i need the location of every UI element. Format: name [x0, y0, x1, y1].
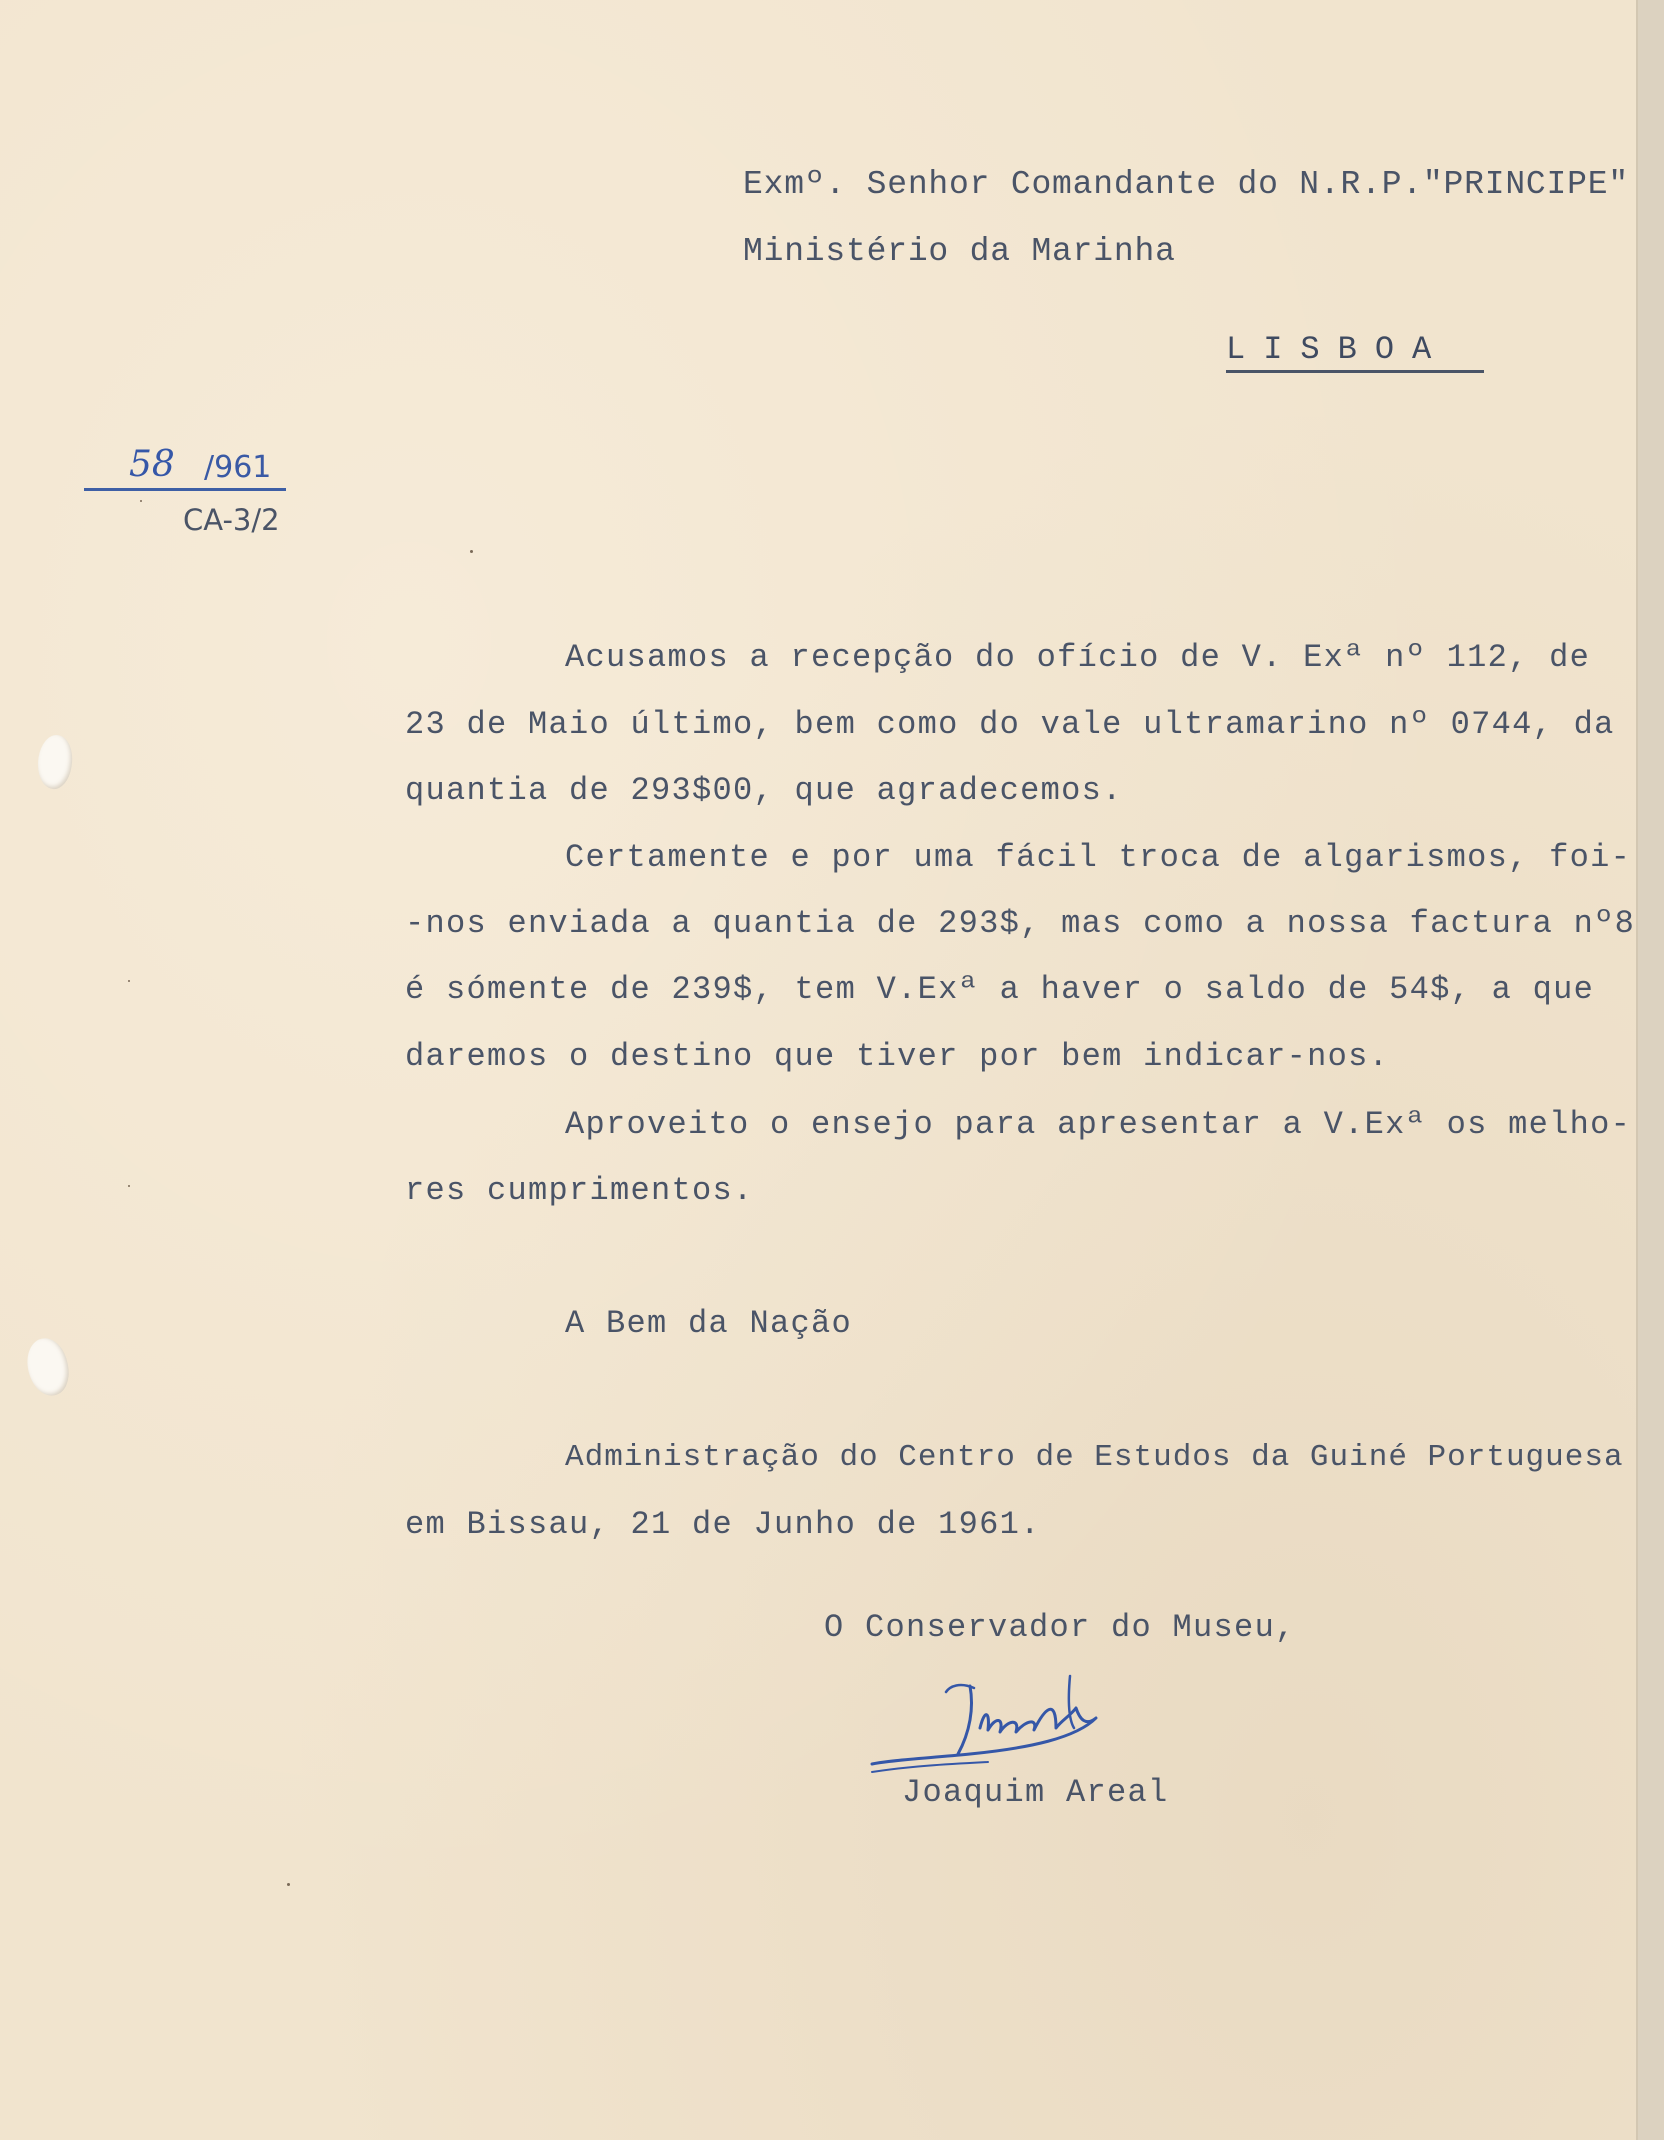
reference-handwritten-number: 58 [129, 444, 175, 485]
body-line: 23 de Maio último, bem como do vale ultramarino nº 0744, da [405, 706, 1615, 743]
body-line: res cumprimentos. [405, 1172, 754, 1209]
closing-salutation: A Bem da Nação [565, 1305, 853, 1342]
body-line: quantia de 293$00, que agradecemos. [405, 772, 1123, 809]
paper-speck [128, 1185, 130, 1187]
body-line: -nos enviada a quantia de 293$, mas como a nossa factura nº8 [405, 905, 1636, 942]
closing-place-line-2: em Bissau, 21 de Junho de 1961. [405, 1506, 1041, 1543]
recipient-line-1: Exmº. Senhor Comandante do N.R.P."PRINCIPE" [743, 166, 1629, 203]
reference-code: CA-3/2 [183, 503, 280, 537]
body-line: Certamente e por uma fácil troca de algarismos, foi- [565, 839, 1632, 876]
paper-speck [287, 1883, 290, 1886]
body-line: Aproveito o ensejo para apresentar a V.Exª os melho- [565, 1106, 1632, 1143]
body-line: é sómente de 239$, tem V.Exª a haver o saldo de 54$, a que [405, 971, 1595, 1008]
body-line: daremos o destino que tiver por bem indicar-nos. [405, 1038, 1390, 1075]
recipient-city: LISBOA [1226, 330, 1484, 373]
paper-speck [140, 500, 142, 502]
body-line: Acusamos a recepção do ofício de V. Exª nº 112, de [565, 639, 1591, 676]
closing-role: O Conservador do Museu, [824, 1609, 1296, 1646]
signer-name: Joaquim Areal [902, 1774, 1169, 1811]
handwritten-signature [870, 1668, 1180, 1778]
reference-year: /961 [204, 450, 272, 485]
recipient-line-2: Ministério da Marinha [743, 233, 1176, 270]
paper-speck [470, 550, 473, 553]
closing-place-line-1: Administração do Centro de Estudos da Guiné Portuguesa [565, 1440, 1624, 1475]
reference-number [84, 444, 286, 491]
page-edge [1636, 0, 1664, 2140]
paper-speck [128, 980, 130, 982]
